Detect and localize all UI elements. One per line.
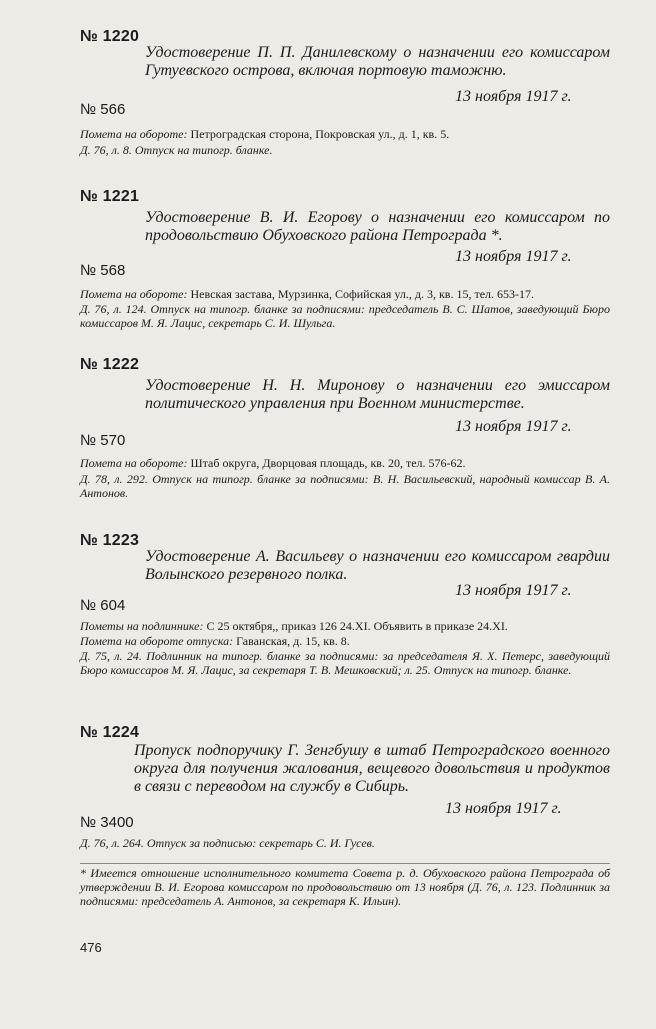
doc-ref-number: № 568 bbox=[80, 262, 126, 279]
doc-title: Пропуск подпоручику Г. Зенгбушу в штаб Петроградского военного округа для получения жалования, вещевого довольствия и продуктов в связи с переводом на службу в Сибирь. bbox=[134, 742, 610, 795]
doc-number: № 1224 bbox=[80, 724, 140, 741]
doc-number: № 1221 bbox=[80, 188, 140, 205]
doc-note-secondary: Помета на обороте отпуска: Гаванская, д. 15, кв. 8. bbox=[80, 634, 350, 648]
doc-title: Удостоверение Н. Н. Миронову о назначении его эмиссаром политического управления при Военном министерстве. bbox=[145, 377, 610, 412]
doc-archive-ref: Д. 76, л. 8. Отпуск на типогр. бланке. bbox=[80, 143, 273, 157]
doc-note: Пометы на подлиннике: С 25 октября,, приказ 126 24.XI. Объявить в приказе 24.XI. bbox=[80, 619, 508, 633]
doc-archive-ref: Д. 75, л. 24. Подлинник на типогр. бланке за подписями: за председателя Я. Х. Петерс, заведующий Бюро комиссаров М. Я. Лацис, за секретаря Т. В. Мешковский; л. 25. Отпуск на типогр. бланке. bbox=[80, 649, 610, 677]
doc-archive-ref: Д. 78, л. 292. Отпуск на типогр. бланке за подписями: В. Н. Васильевский, народный комиссар В. А. Антонов. bbox=[80, 472, 610, 500]
doc-date: 13 ноября 1917 г. bbox=[455, 582, 572, 599]
footnote-divider bbox=[80, 863, 610, 864]
doc-ref-number: № 604 bbox=[80, 597, 126, 614]
page-number: 476 bbox=[80, 940, 102, 955]
doc-ref-number: № 566 bbox=[80, 101, 126, 118]
doc-ref-number: № 570 bbox=[80, 432, 126, 449]
doc-date: 13 ноября 1917 г. bbox=[455, 418, 572, 435]
doc-ref-number: № 3400 bbox=[80, 814, 134, 831]
doc-date: 13 ноября 1917 г. bbox=[455, 248, 572, 265]
doc-date: 13 ноября 1917 г. bbox=[445, 800, 562, 817]
doc-title: Удостоверение В. И. Егорову о назначении его комиссаром по продовольствию Обуховского района Петрограда *. bbox=[145, 209, 610, 244]
doc-number: № 1223 bbox=[80, 532, 140, 549]
doc-title: Удостоверение А. Васильеву о назначении его комиссаром гвардии Волынского резервного полка. bbox=[145, 548, 610, 583]
doc-number: № 1220 bbox=[80, 28, 140, 45]
doc-note: Помета на обороте: Невская застава, Мурзинка, Софийская ул., д. 3, кв. 15, тел. 653-17. bbox=[80, 287, 535, 301]
doc-archive-ref: Д. 76, л. 124. Отпуск на типогр. бланке за подписями: председатель В. С. Шатов, заведующий Бюро комиссаров М. Я. Лацис, секретарь С. И. Шульга. bbox=[80, 302, 610, 330]
doc-archive-ref: Д. 76, л. 264. Отпуск за подписью: секретарь С. И. Гусев. bbox=[80, 836, 375, 850]
footnote: * Имеется отношение исполнительного комитета Совета р. д. Обуховского района Петрограда об утверждении В. И. Егорова комиссаром по продовольствию от 13 ноября (Д. 76, л. 123. Подлинник за подписями: председатель А. Антонов, за секретаря К. Ильин). bbox=[80, 866, 610, 908]
doc-note: Помета на обороте: Штаб округа, Дворцовая площадь, кв. 20, тел. 576-62. bbox=[80, 456, 466, 470]
doc-date: 13 ноября 1917 г. bbox=[455, 88, 572, 105]
doc-number: № 1222 bbox=[80, 356, 140, 373]
doc-note: Помета на обороте: Петроградская сторона, Покровская ул., д. 1, кв. 5. bbox=[80, 127, 450, 141]
doc-title: Удостоверение П. П. Данилевскому о назначении его комиссаром Гутуевского острова, включая портовую таможню. bbox=[145, 44, 610, 79]
